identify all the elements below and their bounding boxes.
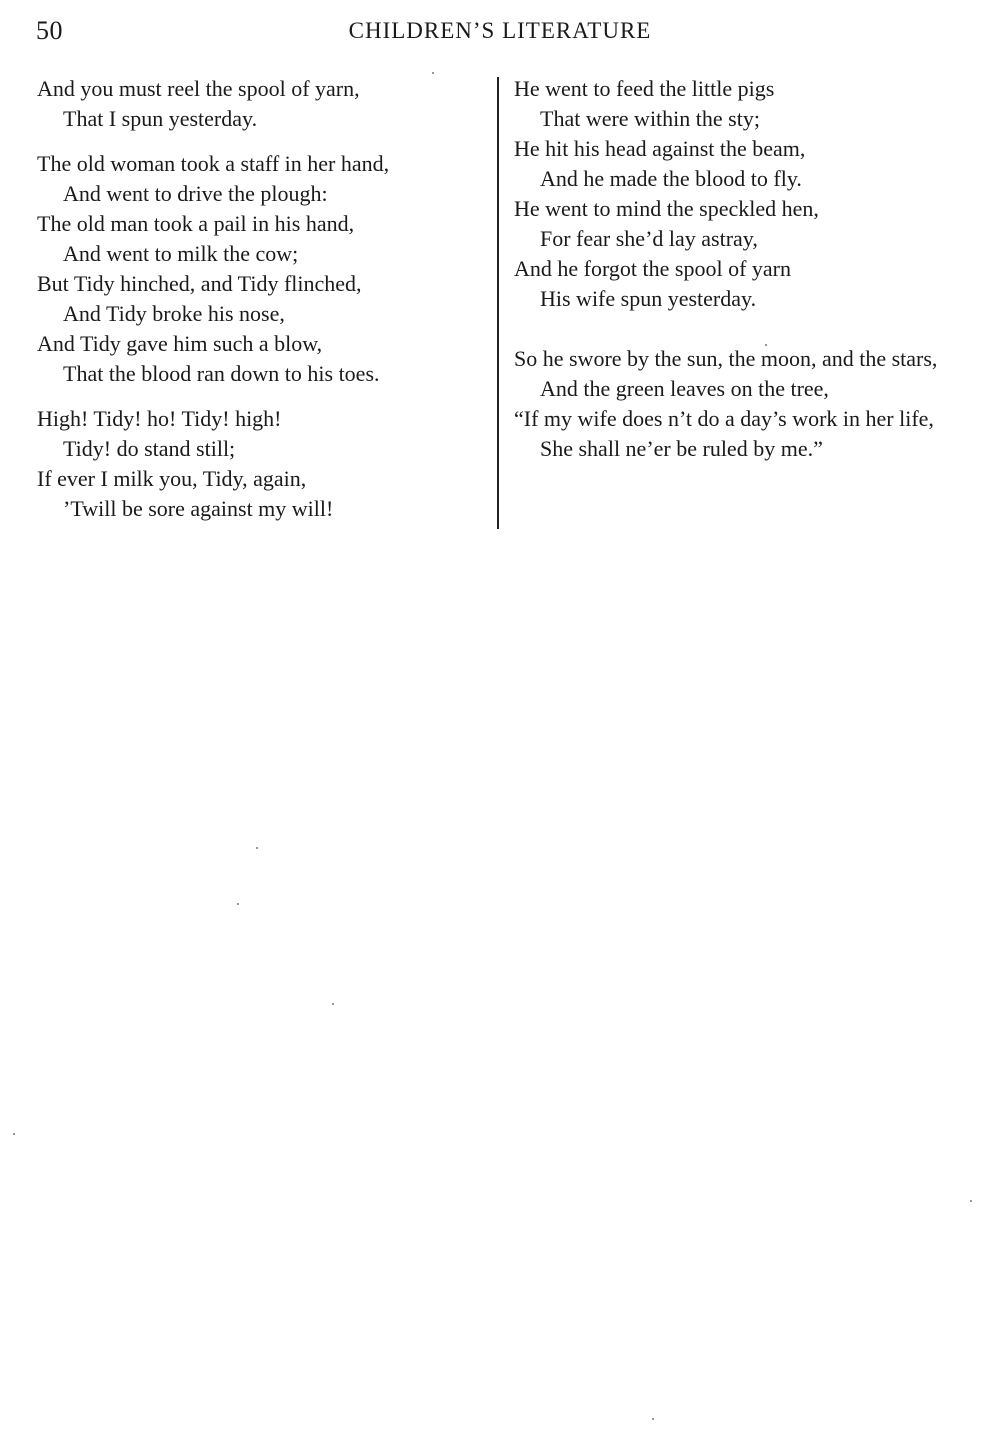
left-column (37, 74, 492, 524)
scan-speck (765, 344, 767, 346)
verse-line: But Tidy hinched, and Tidy flinched, (37, 271, 362, 296)
scan-speck (432, 72, 434, 74)
verse-line: That I spun yesterday. (63, 106, 258, 131)
verse-line: And went to drive the plough: (63, 181, 328, 206)
verse-line: ’Twill be sore against my will! (63, 496, 334, 521)
verse-line: His wife spun yesterday. (540, 286, 757, 311)
scan-speck (970, 1200, 972, 1202)
verse-line: And Tidy gave him such a blow, (37, 331, 323, 356)
page-number: 50 (36, 16, 63, 45)
scan-speck (652, 1418, 654, 1420)
scan-speck (237, 903, 239, 905)
running-head: CHILDREN’S LITERATURE (348, 18, 652, 43)
verse-line: And he forgot the spool of yarn (514, 256, 791, 281)
verse-line: He went to mind the speckled hen, (514, 196, 819, 221)
verse-line: The old woman took a staff in her hand, (37, 151, 390, 176)
verse-line: And Tidy broke his nose, (63, 301, 285, 326)
verse-line: Tidy! do stand still; (63, 436, 236, 461)
verse-line: He hit his head against the beam, (514, 136, 806, 161)
verse-line: For fear she’d lay astray, (540, 226, 758, 251)
verse-line: She shall ne’er be ruled by me.” (540, 436, 823, 461)
stanza (37, 74, 492, 134)
verse-line: That the blood ran down to his toes. (63, 361, 380, 386)
stanza-gap (37, 134, 492, 149)
verse-line: So he swore by the sun, the moon, and the stars, (514, 346, 938, 371)
verse-line: High! Tidy! ho! Tidy! high! (37, 406, 282, 431)
scan-speck (13, 1133, 15, 1135)
scan-speck (332, 1003, 334, 1005)
stanza (514, 74, 966, 314)
right-column (514, 74, 966, 464)
scan-speck (256, 847, 258, 849)
verse-line: If ever I milk you, Tidy, again, (37, 466, 307, 491)
stanza (37, 404, 492, 524)
verse-line: And the green leaves on the tree, (540, 376, 829, 401)
verse-line: And you must reel the spool of yarn, (37, 76, 360, 101)
verse-line: And he made the blood to fly. (540, 166, 802, 191)
verse-line: He went to feed the little pigs (514, 76, 775, 101)
verse-line: That were within the sty; (540, 106, 760, 131)
column-rule (497, 77, 499, 529)
stanza-gap (514, 314, 966, 344)
verse-line: The old man took a pail in his hand, (37, 211, 355, 236)
stanza-gap (37, 389, 492, 404)
verse-line: “If my wife does n’t do a day’s work in her life, (514, 406, 934, 431)
stanza (514, 344, 966, 464)
stanza (37, 149, 492, 389)
verse-line: And went to milk the cow; (63, 241, 299, 266)
